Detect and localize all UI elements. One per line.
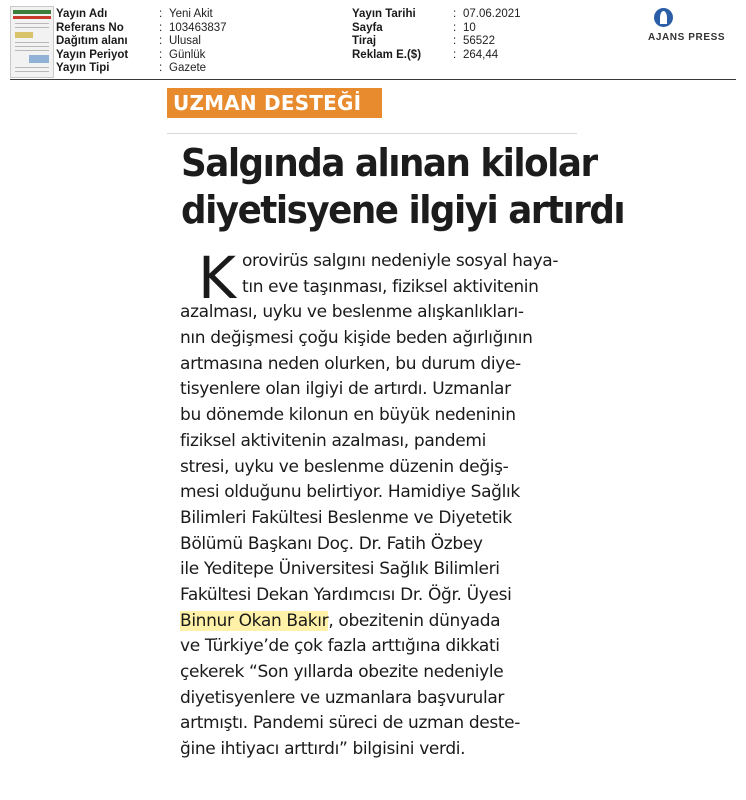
ajans-press-logo	[648, 8, 740, 48]
body-line: mesi olduğunu belirtiyor. Hamidiye Sağlık	[180, 482, 520, 503]
meta-value: 103463837	[169, 21, 227, 34]
meta-separator: :	[159, 8, 163, 20]
meta-row-distribution	[56, 35, 227, 49]
meta-row-reference	[56, 22, 227, 36]
meta-row-period	[56, 49, 227, 63]
meta-key: Tiraj	[352, 35, 377, 47]
section-tag	[167, 88, 382, 118]
meta-row-ad-value	[352, 49, 521, 63]
drop-cap: K	[198, 244, 237, 312]
body-line: bu dönemde kilonun en büyük nedeninin	[180, 405, 516, 426]
body-line: Bilimleri Fakültesi Beslenme ve Diyetetik	[180, 507, 512, 528]
meta-separator: :	[159, 48, 163, 61]
meta-separator: :	[453, 48, 457, 61]
meta-row-circulation	[352, 35, 521, 49]
newspaper-thumbnail	[10, 6, 54, 78]
body-line: diyetisyenlere ve uzmanlara başvurular	[180, 687, 505, 708]
meta-value: Yeni Akit	[169, 8, 213, 20]
meta-row-publication	[56, 8, 227, 22]
meta-value: Gazete	[169, 62, 207, 74]
header-divider	[10, 79, 736, 80]
body-line-highlighted	[180, 609, 620, 635]
body-line: tın eve taşınması, fiziksel aktivitenin	[242, 276, 539, 297]
body-line: artmıştı. Pandemi süreci de uzman deste-	[180, 713, 521, 734]
meta-separator: :	[453, 8, 457, 20]
logo-text: AJANS PRESS	[648, 32, 726, 43]
meta-key: Yayın Tipi	[56, 62, 110, 74]
meta-row-type	[56, 62, 227, 76]
body-line: artmasına neden olurken, bu durum diye-	[180, 353, 521, 374]
headline-line: diyetisyene ilgiyi artırdı	[181, 188, 625, 232]
body-line: stresi, uyku ve beslenme düzenin değiş-	[180, 456, 509, 477]
meta-separator: :	[453, 35, 457, 47]
body-line: çekerek “Son yıllarda obezite nedeniyle	[180, 662, 504, 682]
meta-key: Referans No	[56, 21, 124, 34]
meta-right-column	[352, 8, 521, 62]
meta-key: Reklam E.($)	[352, 48, 422, 61]
meta-left-column	[56, 8, 227, 76]
meta-value: 56522	[463, 35, 495, 47]
meta-key: Sayfa	[352, 21, 383, 34]
body-line: fiziksel aktivitenin azalması, pandemi	[180, 430, 486, 451]
body-line: ile Yeditepe Üniversitesi Sağlık Bilimleri	[180, 559, 500, 580]
body-line: orovirüs salgını nedeniyle sosyal haya-	[242, 251, 559, 271]
meta-key: Yayın Periyot	[56, 48, 129, 61]
highlighted-name: Binnur Okan Bakır	[180, 610, 329, 631]
meta-value: 07.06.2021	[463, 8, 521, 20]
body-line-rest: , obezitenin dünyada	[328, 610, 501, 631]
article-headline	[181, 140, 625, 234]
meta-key: Yayın Tarihi	[352, 8, 416, 20]
meta-value: 264,44	[463, 48, 499, 61]
meta-separator: :	[453, 21, 457, 34]
article-body	[180, 244, 620, 763]
meta-row-date	[352, 8, 521, 22]
body-line: Bölümü Başkanı Doç. Dr. Fatih Özbey	[180, 533, 483, 554]
body-line: ğine ihtiyacı arttırdı” bilgisini verdi.	[180, 739, 466, 760]
body-line: ve Türkiye’de çok fazla arttığına dikkati	[180, 636, 500, 657]
meta-value: Günlük	[169, 48, 206, 61]
body-line: azalması, uyku ve beslenme alışkanlıkları-	[180, 302, 524, 323]
meta-separator: :	[159, 62, 163, 74]
section-tag-label: UZMAN DESTEĞİ	[173, 91, 362, 115]
meta-key: Dağıtım alanı	[56, 35, 128, 47]
meta-value: 10	[463, 21, 476, 34]
section-divider	[167, 133, 577, 134]
meta-separator: :	[159, 35, 163, 47]
body-line: Fakültesi Dekan Yardımcısı Dr. Öğr. Üyesi	[180, 584, 512, 605]
headline-line: Salgında alınan kilolar	[181, 141, 597, 185]
body-line: tisyenlere olan ilgiyi de artırdı. Uzmanlar	[180, 379, 511, 400]
meta-value: Ulusal	[169, 35, 201, 47]
meta-row-page	[352, 22, 521, 36]
meta-key: Yayın Adı	[56, 8, 108, 20]
meta-separator: :	[159, 21, 163, 34]
ajans-press-logo-icon	[654, 8, 673, 27]
body-line: nın değişmesi çoğu kişide beden ağırlığının	[180, 328, 533, 349]
